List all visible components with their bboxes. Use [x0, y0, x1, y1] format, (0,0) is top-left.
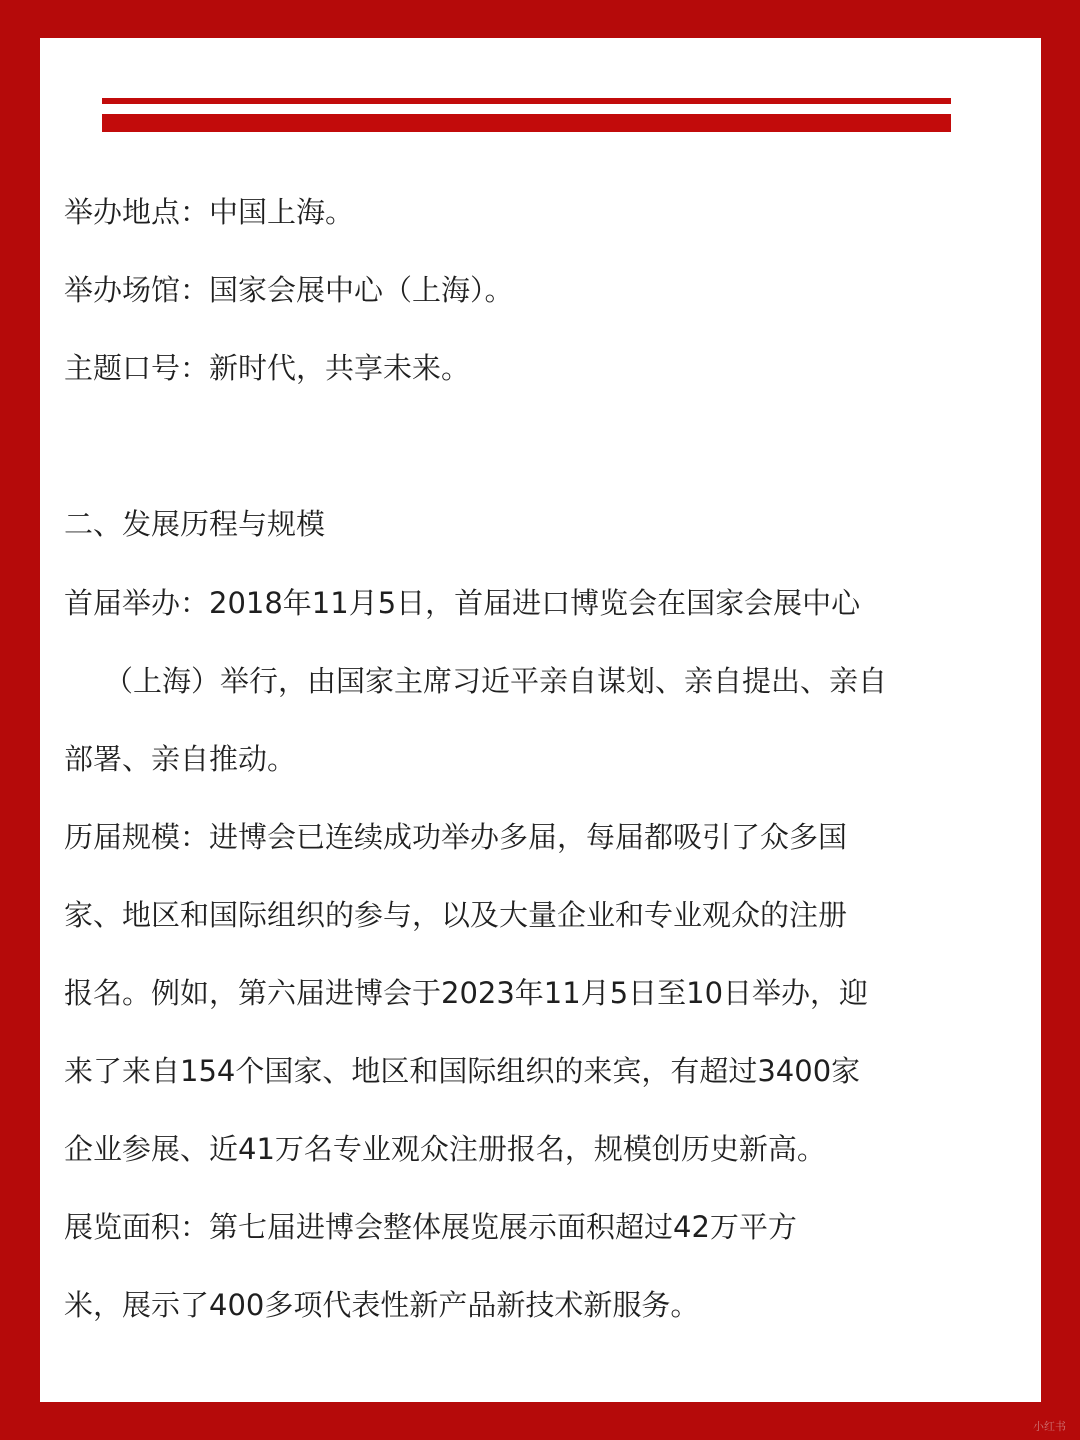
venue-location-line: 举办地点：中国上海。 — [64, 195, 355, 229]
header-rule-thick — [102, 114, 951, 132]
section-heading: 二、发展历程与规模 — [64, 507, 326, 541]
paragraph-line: 历届规模：进博会已连续成功举办多届，每届都吸引了众多国 — [64, 820, 848, 854]
paragraph-line: （上海）举行，由国家主席习近平亲自谋划、亲自提出、亲自 — [104, 664, 888, 698]
paragraph-line: 来了来自154个国家、地区和国际组织的来宾，有超过3400家 — [64, 1054, 861, 1088]
content-card — [40, 38, 1041, 1402]
paragraph-line: 家、地区和国际组织的参与，以及大量企业和专业观众的注册 — [64, 898, 848, 932]
platform-watermark: 小红书 — [1033, 1420, 1066, 1433]
theme-slogan-line: 主题口号：新时代，共享未来。 — [64, 351, 471, 385]
paragraph-line: 报名。例如，第六届进博会于2023年11月5日至10日举办，迎 — [64, 976, 869, 1010]
paragraph-line: 展览面积：第七届进博会整体展览展示面积超过42万平方 — [64, 1210, 797, 1244]
paragraph-line: 部署、亲自推动。 — [64, 742, 297, 776]
venue-hall-line: 举办场馆：国家会展中心（上海）。 — [64, 273, 514, 307]
paragraph-line: 米，展示了400多项代表性新产品新技术新服务。 — [64, 1288, 700, 1322]
paragraph-line: 企业参展、近41万名专业观众注册报名，规模创历史新高。 — [64, 1132, 826, 1166]
paragraph-line: 首届举办：2018年11月5日，首届进口博览会在国家会展中心 — [64, 586, 861, 620]
header-rule-thin — [102, 98, 951, 104]
